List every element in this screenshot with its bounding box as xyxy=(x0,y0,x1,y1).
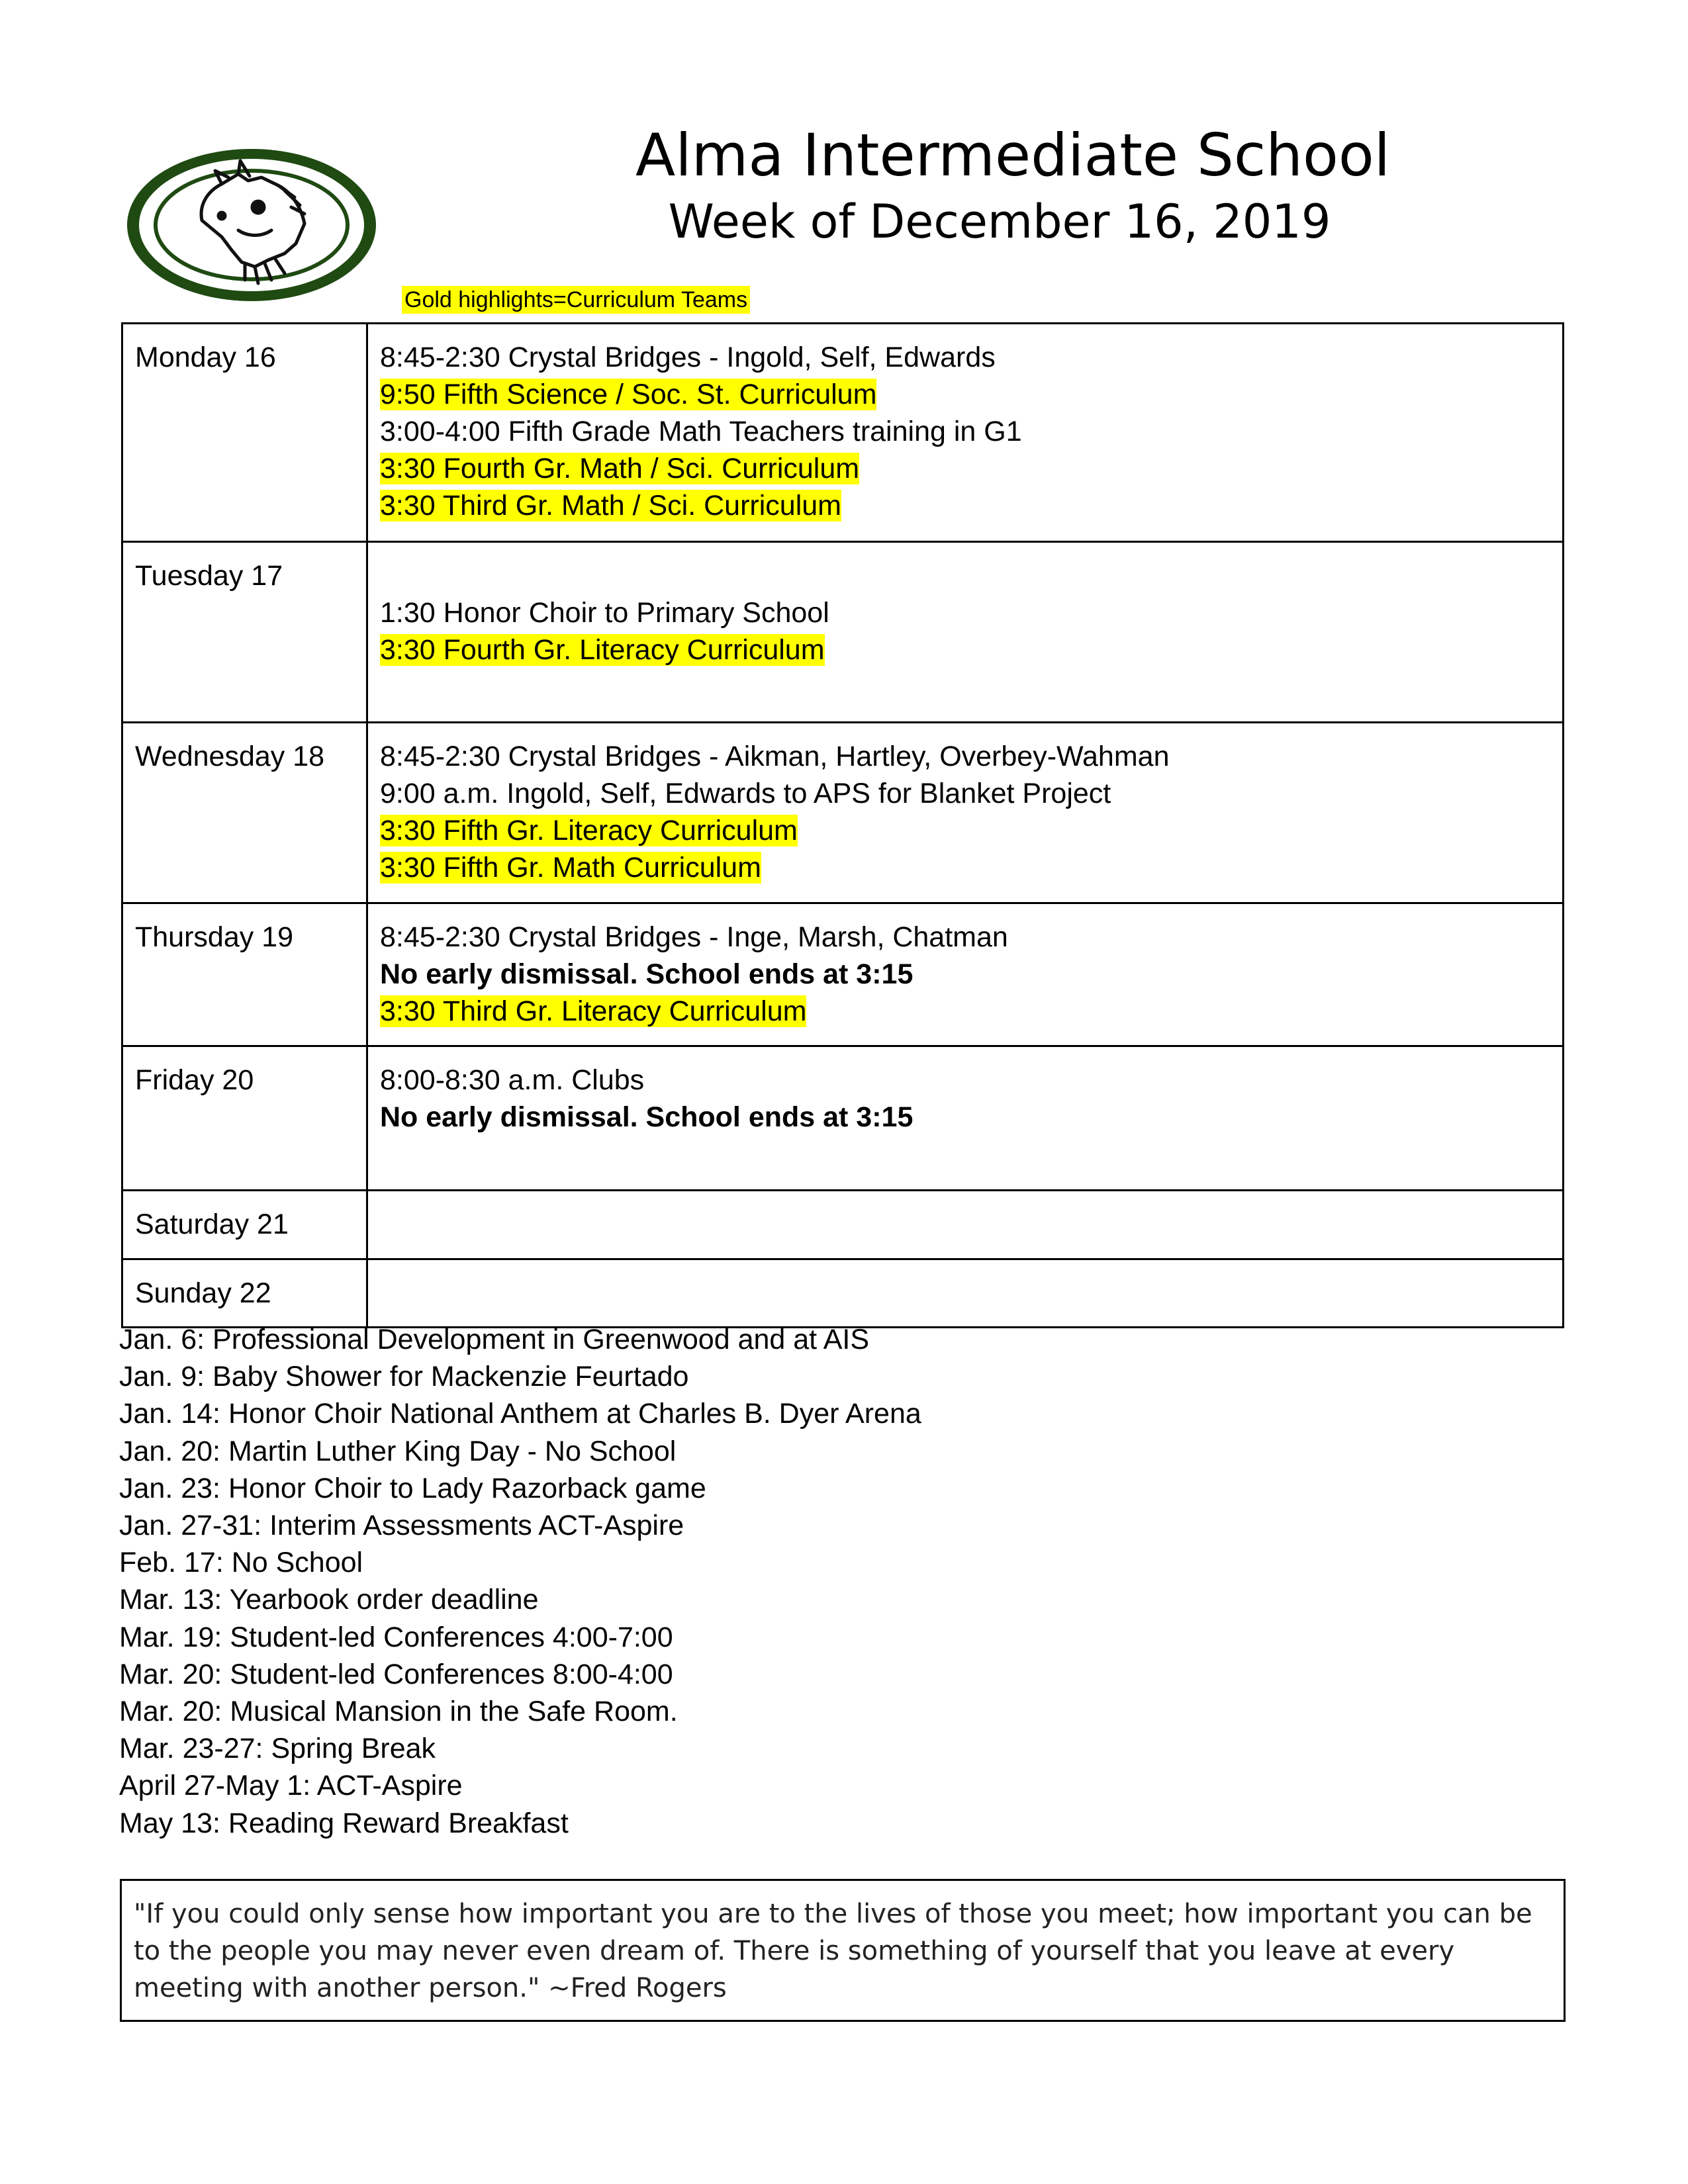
event-line xyxy=(380,487,1562,524)
schedule-row xyxy=(122,723,1564,903)
schedule-row xyxy=(122,324,1564,542)
upcoming-date-item: Jan. 14: Honor Choir National Anthem at Charles B. Dyer Arena xyxy=(119,1398,921,1430)
day-events xyxy=(367,324,1564,542)
curriculum-event: 3:30 Fourth Gr. Literacy Curriculum xyxy=(380,634,825,666)
upcoming-date-item: Mar. 13: Yearbook order deadline xyxy=(119,1584,539,1616)
day-label: Monday 16 xyxy=(122,324,367,542)
day-events xyxy=(367,1191,1564,1259)
curriculum-event: 3:30 Fifth Gr. Math Curriculum xyxy=(380,852,761,884)
day-events xyxy=(367,1259,1564,1328)
schedule-row xyxy=(122,1259,1564,1328)
event-line xyxy=(380,993,1562,1030)
day-label: Sunday 22 xyxy=(122,1259,367,1328)
event-line xyxy=(380,450,1562,487)
schedule-row xyxy=(122,1191,1564,1259)
curriculum-event: 3:30 Third Gr. Math / Sci. Curriculum xyxy=(380,490,841,522)
day-label: Saturday 21 xyxy=(122,1191,367,1259)
event-line xyxy=(380,594,1562,631)
event-text: 1:30 Honor Choir to Primary School xyxy=(380,597,829,629)
day-events xyxy=(367,1046,1564,1191)
weekly-schedule-table xyxy=(121,322,1564,1328)
event-line xyxy=(380,376,1562,413)
event-line xyxy=(380,956,1562,993)
event-text: No early dismissal. School ends at 3:15 xyxy=(380,958,914,990)
upcoming-date-item: Jan. 6: Professional Development in Greenwood and at AIS xyxy=(119,1324,870,1355)
day-label: Friday 20 xyxy=(122,1046,367,1191)
event-text: No early dismissal. School ends at 3:15 xyxy=(380,1101,914,1133)
upcoming-date-item: Jan. 23: Honor Choir to Lady Razorback game xyxy=(119,1472,706,1504)
event-text: 8:45-2:30 Crystal Bridges - Inge, Marsh, Chatman xyxy=(380,921,1008,953)
day-label: Wednesday 18 xyxy=(122,723,367,903)
upcoming-date-item: Feb. 17: No School xyxy=(119,1547,363,1579)
page-title: Alma Intermediate School xyxy=(635,121,1391,189)
schedule-row xyxy=(122,542,1564,723)
event-line xyxy=(380,339,1562,376)
schedule-row xyxy=(122,903,1564,1046)
event-line xyxy=(380,557,1562,594)
highlight-legend: Gold highlights=Curriculum Teams xyxy=(402,286,750,314)
upcoming-date-item: Jan. 9: Baby Shower for Mackenzie Feurtado xyxy=(119,1361,689,1393)
upcoming-date-item: Mar. 19: Student-led Conferences 4:00-7:00 xyxy=(119,1621,673,1653)
curriculum-event: 3:30 Fourth Gr. Math / Sci. Curriculum xyxy=(380,453,860,484)
upcoming-date-item: Jan. 27-31: Interim Assessments ACT-Aspire xyxy=(119,1510,684,1542)
quote-text: "If you could only sense how important you are to the lives of those you meet; how important you can be to the people you may never even dream of. There is something of yourself that you leave at every meeting with another person." ~Fred Rogers xyxy=(134,1899,1532,2003)
upcoming-date-item: Mar. 20: Musical Mansion in the Safe Room. xyxy=(119,1696,678,1728)
day-label: Thursday 19 xyxy=(122,903,367,1046)
day-events xyxy=(367,542,1564,723)
day-events xyxy=(367,723,1564,903)
upcoming-date-item: Mar. 20: Student-led Conferences 8:00-4:00 xyxy=(119,1658,673,1690)
event-line xyxy=(380,849,1562,886)
event-line xyxy=(380,919,1562,956)
upcoming-date-item: April 27-May 1: ACT-Aspire xyxy=(119,1770,463,1802)
upcoming-date-item: Mar. 23-27: Spring Break xyxy=(119,1733,436,1765)
event-text: 8:45-2:30 Crystal Bridges - Ingold, Self, Edwards xyxy=(380,341,996,373)
curriculum-event: 3:30 Fifth Gr. Literacy Curriculum xyxy=(380,815,798,846)
event-line xyxy=(380,738,1562,775)
school-logo xyxy=(122,144,381,306)
page-subtitle: Week of December 16, 2019 xyxy=(668,195,1331,249)
event-line xyxy=(380,1062,1562,1099)
event-line xyxy=(380,812,1562,849)
day-events xyxy=(367,903,1564,1046)
event-line xyxy=(380,413,1562,450)
event-text: 8:45-2:30 Crystal Bridges - Aikman, Hartley, Overbey-Wahman xyxy=(380,741,1170,772)
upcoming-dates-list xyxy=(119,1321,921,1842)
day-label: Tuesday 17 xyxy=(122,542,367,723)
event-text: 8:00-8:30 a.m. Clubs xyxy=(380,1064,645,1096)
curriculum-event: 3:30 Third Gr. Literacy Curriculum xyxy=(380,995,807,1027)
curriculum-event: 9:50 Fifth Science / Soc. St. Curriculum xyxy=(380,379,877,410)
upcoming-date-item: Jan. 20: Martin Luther King Day - No School xyxy=(119,1435,677,1467)
quote-box xyxy=(120,1879,1566,2022)
event-line xyxy=(380,631,1562,668)
event-text: 3:00-4:00 Fifth Grade Math Teachers training in G1 xyxy=(380,416,1022,447)
event-text: 9:00 a.m. Ingold, Self, Edwards to APS for Blanket Project xyxy=(380,778,1111,809)
event-line xyxy=(380,775,1562,812)
event-line xyxy=(380,1099,1562,1136)
upcoming-date-item: May 13: Reading Reward Breakfast xyxy=(119,1807,569,1839)
schedule-row xyxy=(122,1046,1564,1191)
